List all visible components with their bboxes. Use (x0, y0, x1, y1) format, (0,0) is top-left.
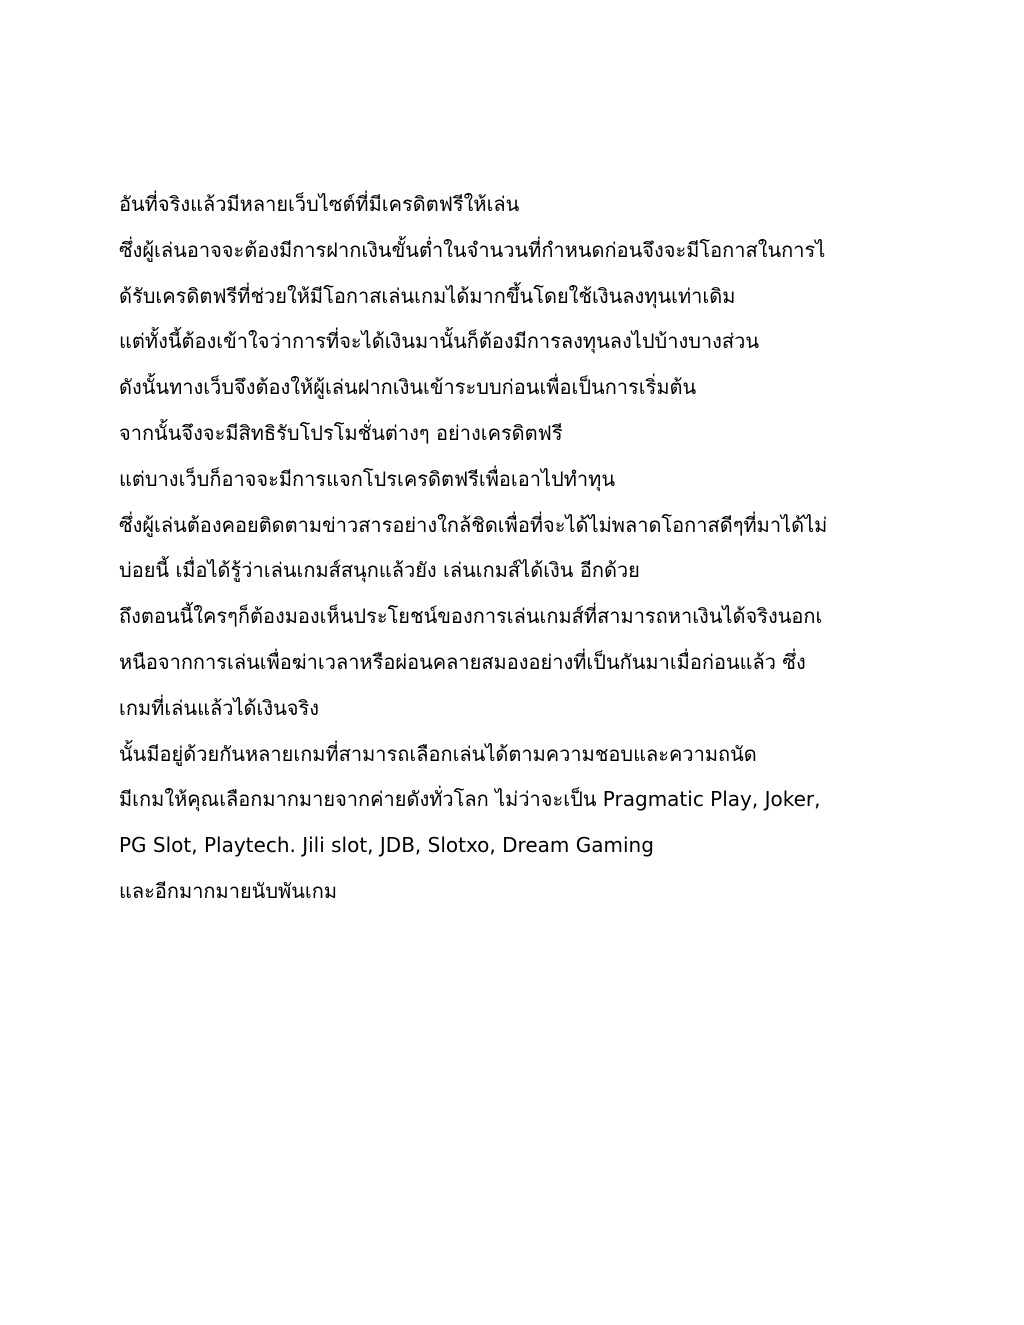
paragraph-line: ด้รับเครดิตฟรีที่ช่วยให้มีโอกาสเล่นเกมได้มากขึ้นโดยใช้เงินลงทุนเท่าเดิม (119, 283, 736, 308)
paragraph-line: ดังนั้นทางเว็บจึงต้องให้ผู้เล่นฝากเงินเข้าระบบก่อนเพื่อเป็นการเริ่มต้น (119, 375, 697, 400)
paragraph-line: จากนั้นจึงจะมีสิทธิรับโปรโมชั่นต่างๆ อย่างเครดิตฟรี (119, 420, 563, 445)
paragraph-line: แต่บางเว็บก็อาจจะมีการแจกโปรเครดิตฟรีเพื่อเอาไปทำทุน (119, 466, 615, 491)
paragraph-line: บ่อยนี้ เมื่อได้รู้ว่าเล่นเกมส์สนุกแล้วยัง เล่นเกมส์ได้เงิน อีกด้วย (119, 558, 640, 583)
paragraph-line: อันที่จริงแล้วมีหลายเว็บไซต์ที่มีเครดิตฟรีให้เล่น (119, 192, 520, 216)
paragraph-line: ถึงตอนนี้ใครๆก็ต้องมองเห็นประโยชน์ของการเล่นเกมส์ที่สามารถหาเงินได้จริงนอกเ (119, 604, 823, 629)
paragraph-line: หนือจากการเล่นเพื่อฆ่าเวลาหรือผ่อนคลายสมองอย่างที่เป็นกันมาเมื่อก่อนแล้ว ซึ่ง (119, 649, 806, 674)
paragraph-line: ซึ่งผู้เล่นอาจจะต้องมีการฝากเงินขั้นต่ำในจำนวนที่กำหนดก่อนจึงจะมีโอกาสในการไ (119, 237, 826, 262)
paragraph-line: มีเกมให้คุณเลือกมากมายจากค่ายดังทั่วโลก ไม่ว่าจะเป็น Pragmatic Play, Joker, (119, 787, 821, 812)
paragraph-line: นั้นมีอยู่ด้วยกันหลายเกมที่สามารถเลือกเล่นได้ตามความชอบและความถนัด (119, 741, 757, 766)
paragraph-line: แต่ทั้งนี้ต้องเข้าใจว่าการที่จะได้เงินมานั้นก็ต้องมีการลงทุนลงไปบ้างบางส่วน (119, 329, 760, 354)
paragraph-line: ซึ่งผู้เล่นต้องคอยติดตามข่าวสารอย่างใกล้ชิดเพื่อที่จะได้ไม่พลาดโอกาสดีๆที่มาได้ไม่ (119, 512, 828, 537)
paragraph-line: เกมที่เล่นแล้วได้เงินจริง (119, 695, 319, 720)
paragraph-line: และอีกมากมายนับพันเกม (119, 878, 338, 903)
paragraph-line: PG Slot, Playtech. Jili slot, JDB, Slotxo, Dream Gaming (119, 833, 654, 858)
document-body (119, 188, 919, 921)
